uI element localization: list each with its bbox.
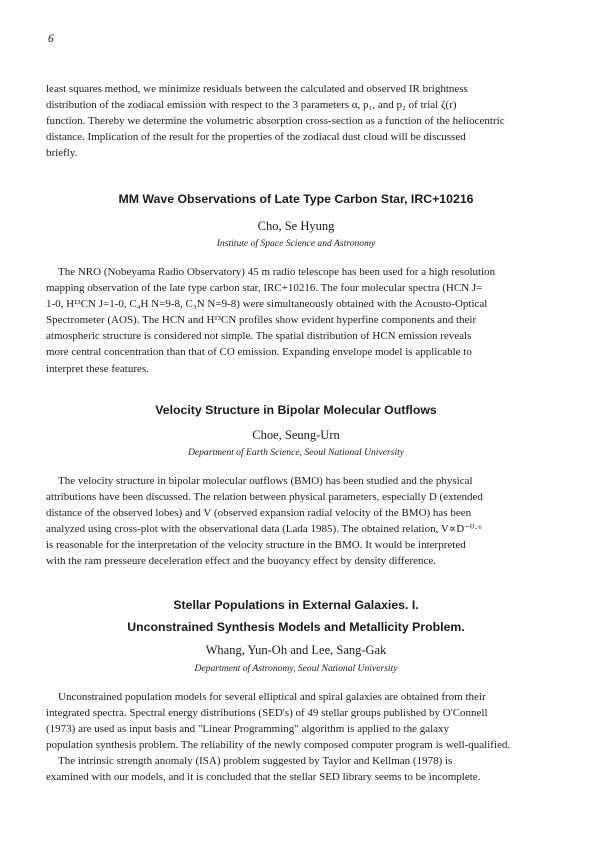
text-line: mapping observation of the late type carbon star, IRC+10216. The four molecular spectra (HCN J=	[46, 282, 483, 295]
intro-paragraph	[46, 81, 546, 161]
text-line: attributions have been discussed. The relation between physical parameters, especially D (extended	[46, 491, 483, 504]
text-line: The NRO (Nobeyama Radio Observatory) 45 m radio telescope has been used for a high resolution	[58, 266, 496, 278]
text-line: least squares method, we minimize residuals between the calculated and observed IR brightness	[46, 83, 468, 95]
text-line: briefly.	[46, 147, 78, 160]
abstract-author: Choe, Seung-Urn	[252, 428, 340, 442]
abstract-body	[46, 264, 546, 377]
text-line: (1973) are used as input basis and "Linear Programming" algorithm is applied to the galaxy	[46, 723, 450, 736]
text-line: distance of the observed lobes) and V (observed expansion radial velocity of the BMO) has been	[46, 507, 472, 520]
abstract-title: Unconstrained Synthesis Models and Metallicity Problem.	[127, 620, 465, 634]
text-line: analyzed using cross-plot with the observational data (Lada 1985). The obtained relation, V∝D⁻⁰·⁶	[46, 523, 482, 536]
text-line: integrated spectra. Spectral energy distributions (SED's) of 49 stellar groups published by O'Connell	[46, 707, 488, 720]
text-line: distance. Implication of the result for the properties of the zodiacal dust cloud will be discussed	[46, 131, 466, 144]
text-line: distribution of the zodiacal emission with respect to the 3 parameters α, p₁, and p₂ of trial ζ(r)	[46, 99, 457, 112]
page-number: 6	[48, 33, 54, 45]
text-line: Spectrometer (AOS). The HCN and H¹³CN profiles show evident hyperfine components and their	[46, 314, 477, 327]
abstract-body	[46, 689, 546, 786]
text-line: with the ram presseure deceleration effect and the buoyancy effect by density difference.	[46, 555, 437, 568]
abstract-body	[46, 473, 546, 570]
text-line: population synthesis problem. The reliability of the newly composed computer program is well-qualified.	[46, 739, 511, 752]
text-line: interpret these features.	[46, 362, 149, 375]
abstract-affiliation: Department of Astronomy, Seoul National University	[194, 663, 398, 674]
text-line: more central concentration than that of CO emission. Expanding envelope model is applicable to	[46, 346, 472, 359]
abstract-affiliation: Department of Earth Science, Seoul National University	[187, 447, 405, 458]
abstract-affiliation: Institute of Space Science and Astronomy	[216, 238, 376, 249]
text-line: examined with our models, and it is concluded that the stellar SED library seems to be incomplete.	[46, 771, 481, 784]
text-line: atmospheric structure is considered not simple. The spatial distribution of HCN emission reveals	[46, 330, 472, 343]
abstract-title: MM Wave Observations of Late Type Carbon Star, IRC+10216	[118, 192, 474, 206]
text-line: function. Thereby we determine the volumetric absorption cross-section as a function of the heliocentric	[46, 115, 505, 128]
abstract-author: Whang, Yun-Oh and Lee, Sang-Gak	[205, 643, 387, 657]
abstract-title: Stellar Populations in External Galaxies. I.	[173, 598, 419, 612]
text-line: The velocity structure in bipolar molecular outflows (BMO) has been studied and the physical	[58, 475, 473, 487]
text-line: Unconstrained population models for several elliptical and spiral galaxies are obtained from their	[58, 691, 486, 703]
text-line: is reasonable for the interpretation of the velocity structure in the BMO. It would be interpreted	[46, 539, 466, 552]
text-line: 1-0, H¹³CN J=1-0, C₄H N=9-8, C₃N N=9-8) were simultaneously obtained with the Acousto-Optical	[46, 298, 488, 311]
abstract-author: Cho, Se Hyung	[257, 219, 335, 233]
text-line: The intrinsic strength anomaly (ISA) problem suggested by Taylor and Kellman (1978) is	[58, 755, 453, 768]
abstract-title: Velocity Structure in Bipolar Molecular Outflows	[155, 403, 437, 417]
